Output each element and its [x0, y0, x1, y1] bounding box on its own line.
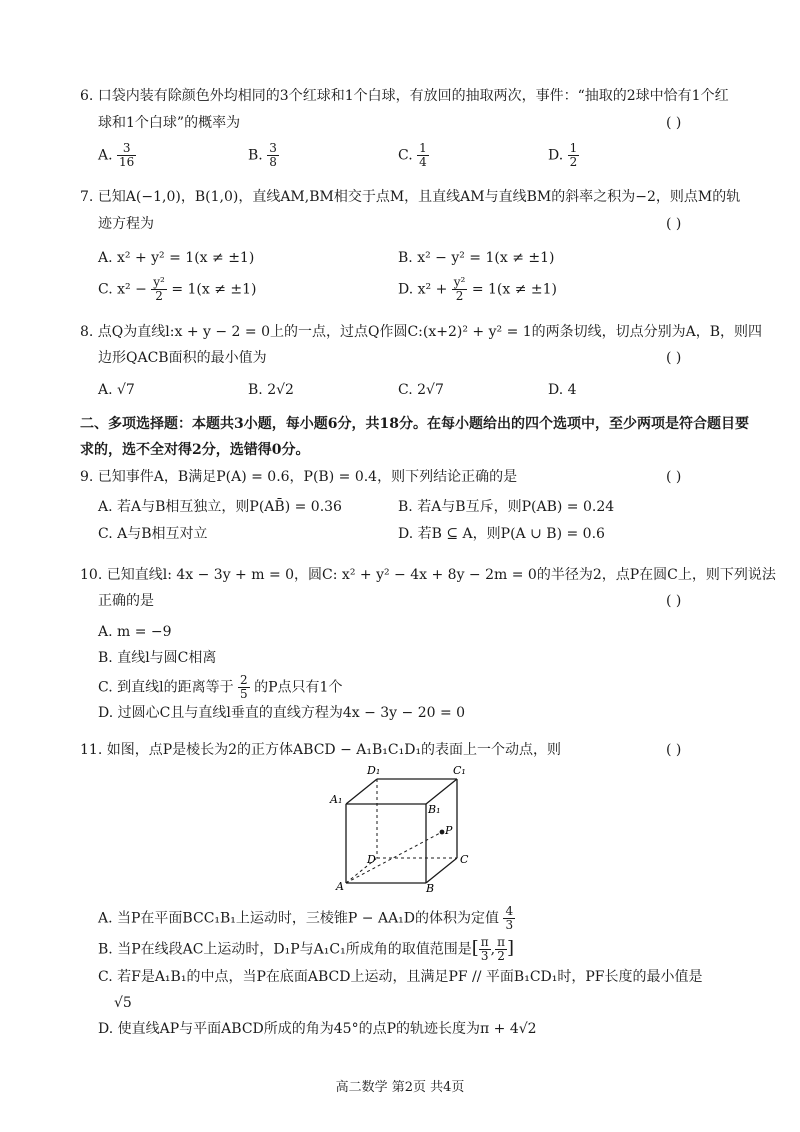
q9-option-a: A. 若A与B相互独立，则P(AB̄) = 0.36 — [98, 499, 342, 515]
q6-stem-line1: 6. 口袋内装有除颜色外均相同的3个红球和1个白球，有放回的抽取两次，事件：“抽取的2球中恰有1个红 — [80, 88, 729, 104]
q10-option-d: D. 过圆心C且与直线l垂直的直线方程为4x − 3y − 20 = 0 — [98, 705, 466, 721]
q10-option-a: A. m = −9 — [98, 624, 172, 640]
q7-option-d: D. x² + $\frac{\text{y²}}{2}$ = 1(x ≠ ±1) — [398, 275, 558, 303]
q9-option-b: B. 若A与B互斥，则P(AB) = 0.24 — [398, 499, 615, 515]
label-c: C — [460, 853, 469, 866]
q9-option-d: D. 若B ⊆ A，则P(A ∪ B) = 0.6 — [398, 526, 605, 542]
q10-stem-line1: 10. 已知直线l: 4x − 3y + m = 0，圆C: x² + y² − 4x + 8y − 2m = 0的半径为2，点P在圆C上，则下列说法 — [80, 567, 776, 583]
q6-option-d: D. $\frac{1}{2}$ — [548, 141, 578, 169]
q8-answer-paren: ( ) — [666, 350, 682, 366]
q11-option-c-line1: C. 若F是A₁B₁的中点，当P在底面ABCD上运动，且满足PF // 平面B₁CD₁时，PF长度的最小值是 — [98, 969, 703, 985]
page-footer: 高二数学 第2页 共4页 — [335, 1080, 465, 1095]
point-p-dot — [440, 830, 445, 835]
q10-stem-line2: 正确的是 — [98, 593, 154, 609]
q7-option-a: A. x² + y² = 1(x ≠ ±1) — [98, 250, 255, 266]
label-d: D — [367, 853, 376, 866]
q11-answer-paren: ( ) — [666, 742, 682, 758]
label-d1: D₁ — [367, 764, 381, 777]
q11-option-a: A. 当P在平面BCC₁B₁上运动时，三棱锥P − AA₁D的体积为定值 $\frac{4}{3}$ — [98, 904, 514, 932]
q7-option-c: C. x² − $\frac{\text{y²}}{2}$ = 1(x ≠ ±1) — [98, 275, 257, 303]
section2-heading-line1: 二、多项选择题：本题共3小题，每小题6分，共18分。在每小题给出的四个选项中，至少两项是符合题目要 — [80, 416, 749, 432]
cube-figure — [320, 762, 490, 894]
q6-option-c: C. $\frac{1}{4}$ — [398, 141, 427, 169]
q8-option-a: A. √7 — [98, 382, 135, 398]
q7-answer-paren: ( ) — [666, 216, 682, 232]
q11-stem: 11. 如图，点P是棱长为2的正方体ABCD − A₁B₁C₁D₁的表面上一个动点，则 — [80, 742, 562, 758]
q6-option-b: B. $\frac{3}{8}$ — [248, 141, 277, 169]
q6-answer-paren: ( ) — [666, 115, 682, 131]
label-a1: A₁ — [330, 793, 343, 806]
q8-stem-line2: 边形QACB面积的最小值为 — [98, 350, 267, 366]
section2-heading-line2: 求的，选不全对得2分，选错得0分。 — [80, 442, 310, 458]
q7-option-b: B. x² − y² = 1(x ≠ ±1) — [398, 250, 555, 266]
q8-option-c: C. 2√7 — [398, 382, 444, 398]
label-c1: C₁ — [453, 764, 466, 777]
q7-stem-line2: 迹方程为 — [98, 216, 154, 232]
q11-option-d: D. 使直线AP与平面ABCD所成的角为45°的点P的轨迹长度为π + 4√2 — [98, 1021, 537, 1037]
q7-stem-line1: 7. 已知A(−1,0)，B(1,0)，直线AM,BM相交于点M，且直线AM与直线BM的斜率之积为−2，则点M的轨 — [80, 189, 741, 205]
q8-option-b: B. 2√2 — [248, 382, 294, 398]
q9-stem: 9. 已知事件A，B满足P(A) = 0.6，P(B) = 0.4，则下列结论正确的是 — [80, 469, 518, 485]
label-p: P — [445, 824, 453, 837]
q11-option-b: B. 当P在线段AC上运动时，D₁P与A₁C₁所成角的取值范围是[ $\frac{\pi}{3}$ , $\frac{\pi}{2}$ ] — [98, 935, 515, 963]
q8-stem-line1: 8. 点Q为直线l:x + y − 2 = 0上的一点，过点Q作圆C:(x+2)² + y² = 1的两条切线，切点分别为A，B，则四 — [80, 324, 763, 340]
q10-option-c: C. 到直线l的距离等于 $\frac{2}{5}$ 的P点只有1个 — [98, 673, 343, 701]
q10-answer-paren: ( ) — [666, 593, 682, 609]
q6-stem-line2: 球和1个白球”的概率为 — [98, 115, 241, 131]
q9-answer-paren: ( ) — [666, 469, 682, 485]
label-b1: B₁ — [428, 803, 441, 816]
label-b: B — [426, 882, 435, 894]
q11-option-c-line2: √5 — [114, 995, 132, 1011]
label-a: A — [336, 880, 344, 893]
q8-option-d: D. 4 — [548, 382, 577, 398]
q10-option-b: B. 直线l与圆C相离 — [98, 650, 217, 666]
q9-option-c: C. A与B相互对立 — [98, 526, 208, 542]
q6-option-a: A. $\frac{3}{16}$ — [98, 141, 135, 169]
